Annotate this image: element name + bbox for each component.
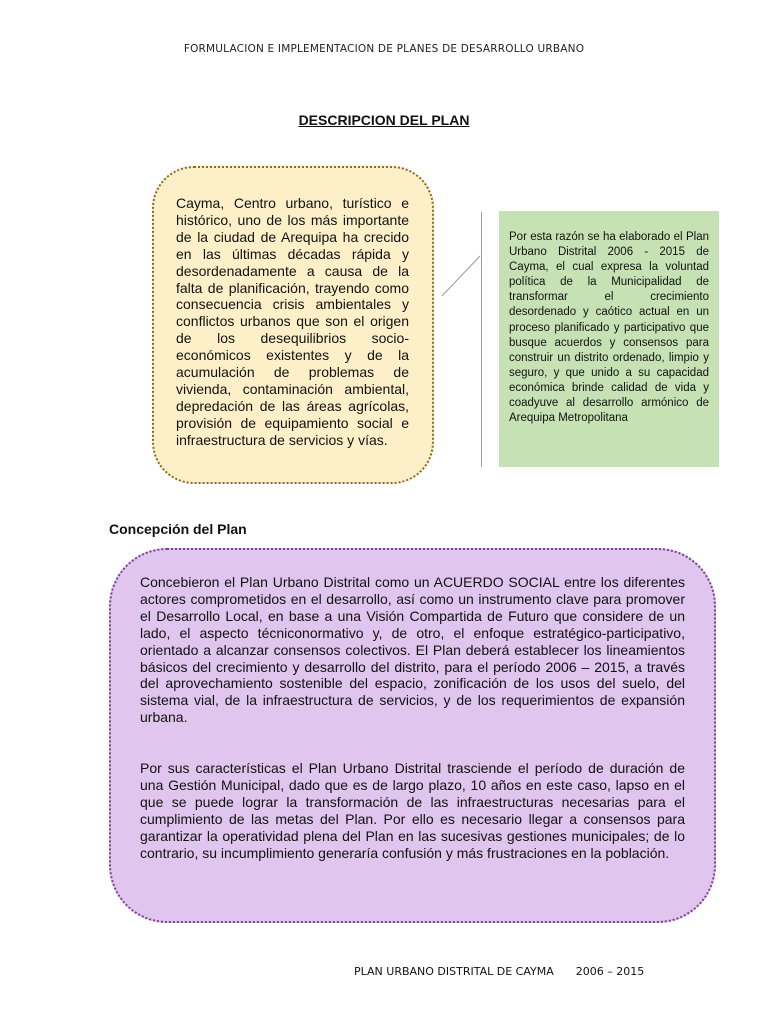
plan-purpose-text: Por esta razón se ha elaborado el Plan Urbano Distrital 2006 - 2015 de Cayma, el cual expresa la voluntad política de la Municipalidad de transformar el crecimiento desordenado y caótico actual en un proceso planificado y participativo que busque acuerdos y consensos para construir un distrito ordenado, limpio y seguro, y que unido a su capacidad económica brinde calidad de vida y coadyuve al desarrollo armónico de Arequipa Metropolitana [509,231,709,425]
concepcion-paragraph-2: Por sus características el Plan Urbano Distrital trasciende el período de duración de una Gestión Municipal, dado que es de largo plazo, 10 años en este caso, lapso en el que se puede lograr la transformación de las infraestructuras necesarias para el cumplimiento de las metas del Plan. Por ello es necesario llegar a consensos para garantizar la operatividad plena del Plan en las sucesivas gestiones municipales; de lo contrario, su incumplimiento generaría confusión y más frustraciones en la población. [140,760,685,861]
context-callout-text: Cayma, Centro urbano, turístico e histórico, uno de los más importante de la ciudad de Arequipa ha crecido en las últimas décadas rápida y desordenadamente a causa de la falta de planificación, trayendo como consecuencia crisis ambientales y conflictos urbanos que son el origen de los desequilibrios socio-económicos existentes y de la acumulación de problemas de vivienda, contaminación ambiental, depredación de las áreas agrícolas, provisión de equipamiento social e infraestructura de servicios y vías. [176,195,409,448]
running-header: FORMULACION E IMPLEMENTACION DE PLANES DE DESARROLLO URBANO [183,43,585,55]
divider-line [481,212,482,467]
page-footer [354,965,644,978]
connector-line [442,256,480,296]
section-heading-concepcion: Concepción del Plan [109,521,247,537]
footer-years: 2006 – 2015 [575,965,645,978]
footer-plan-name: PLAN URBANO DISTRITAL DE CAYMA [354,965,554,978]
concepcion-paragraph-1: Concebieron el Plan Urbano Distrital como un ACUERDO SOCIAL entre los diferentes actores comprometidos en el desarrollo, así como un instrumento clave para promover el Desarrollo Local, en base a una Visión Compartida de Futuro que considere de un lado, el aspecto técniconormativo y, de otro, el enfoque estratégico-participativo, orientado a alcanzar consensos colectivos. El Plan deberá establecer los lineamientos básicos del crecimiento y desarrollo del distrito, para el período 2006 – 2015, a través del aprovechamiento sostenible del espacio, zonificación de los usos del suelo, del sistema vial, de la infraestructura de servicios, y de los requerimientos de expansión urbana. [140,574,685,726]
page-title: DESCRIPCION DEL PLAN [298,112,470,128]
